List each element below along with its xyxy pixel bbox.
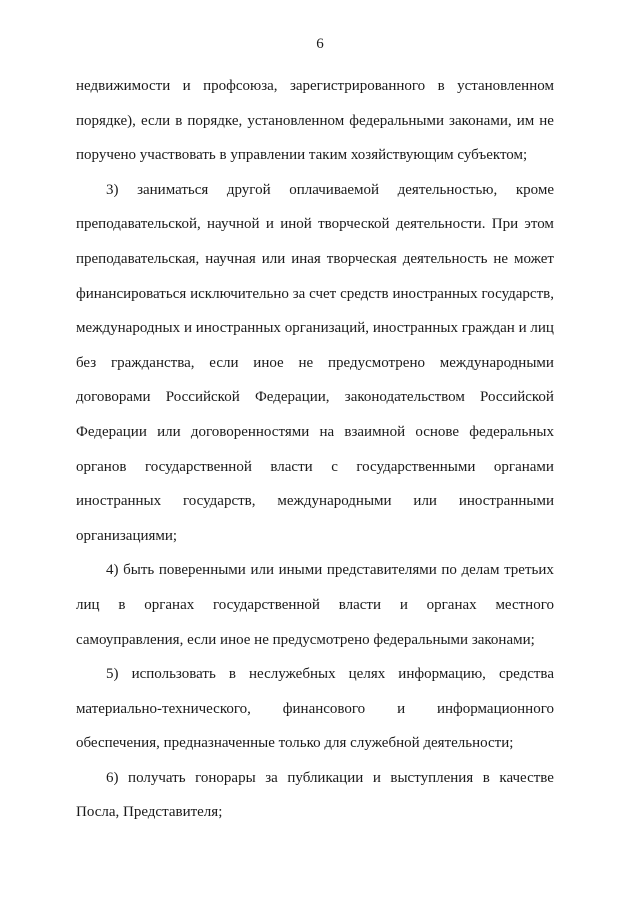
word: представителями (326, 562, 437, 579)
word: в (175, 112, 183, 129)
word: по (441, 562, 457, 579)
word: установленном (247, 112, 345, 129)
word: организаций, (284, 320, 370, 337)
word: профсоюза, (203, 78, 278, 94)
word: федеральными (349, 112, 444, 129)
word: иностранных (372, 320, 458, 337)
word: деятельностью, (397, 181, 498, 198)
text-line (76, 277, 554, 312)
word: кроме (515, 181, 554, 198)
word: иностранных (195, 320, 281, 337)
word: с (331, 458, 338, 475)
word: государственной (213, 596, 320, 613)
word: оплачиваемой (289, 181, 380, 198)
word: гражданства, (111, 354, 195, 371)
word: органами (493, 458, 554, 475)
word: и (399, 596, 408, 613)
word: информационного (437, 700, 554, 717)
word: поверенными (158, 562, 246, 579)
word: иными (278, 562, 323, 579)
word: иностранными (458, 493, 554, 510)
word: взаимной (344, 423, 406, 440)
word: творческая (326, 250, 397, 267)
word: Российской (165, 389, 240, 406)
text-line: поручено участвовать в управлении таким хозяйствующим субъектом; (76, 147, 528, 164)
word: Федерации (76, 423, 147, 440)
word: и (518, 320, 527, 337)
word: иностранных (76, 493, 162, 510)
text-line (76, 104, 554, 139)
word: предусмотрено (327, 354, 425, 371)
word: научная (205, 250, 256, 267)
word: местного (495, 596, 554, 613)
word: этом (524, 216, 554, 233)
word: не (539, 112, 554, 129)
word: Федерации, (254, 389, 330, 406)
word: 3) (106, 181, 119, 198)
word: и (265, 216, 274, 233)
word: финансового (282, 700, 366, 717)
word: или (261, 250, 286, 267)
text-line (76, 450, 554, 485)
word: деятельности. (395, 216, 486, 233)
word: государств, (183, 493, 256, 510)
word: не (493, 250, 509, 267)
text-line (76, 207, 554, 242)
word: на (319, 423, 335, 440)
word: неслужебных (249, 666, 336, 683)
word: государственными (356, 458, 476, 475)
text-line (76, 173, 554, 208)
word: за (265, 769, 278, 786)
word: органах (426, 596, 477, 613)
word: публикации (287, 769, 364, 786)
word: и (182, 78, 191, 94)
text-line (76, 692, 554, 727)
text-line (76, 415, 554, 450)
text-line (76, 311, 554, 346)
text-line (76, 69, 554, 104)
word: иное (253, 354, 284, 371)
word: деятельность (402, 250, 488, 267)
word: или (250, 562, 274, 579)
word: 5) (106, 666, 119, 683)
page-number: 6 (316, 36, 324, 52)
word: преподавательская, (76, 250, 200, 267)
word: иностранных (392, 285, 478, 302)
word: международными (277, 493, 392, 510)
word: недвижимости (76, 78, 171, 94)
word: порядке), (76, 112, 136, 129)
word: в (482, 769, 490, 786)
word: зарегистрированного (289, 78, 426, 94)
word: лиц (530, 320, 554, 337)
word: 6) (106, 769, 119, 786)
text-line (76, 657, 554, 692)
word: законодательством (344, 389, 465, 406)
word: федеральных (469, 423, 554, 440)
word: лиц (76, 596, 100, 613)
word: научной (207, 216, 260, 233)
word: органах (144, 596, 195, 613)
word: целях (348, 666, 386, 683)
word: договорами (76, 389, 151, 406)
word: иная (291, 250, 321, 267)
word: власти (270, 458, 313, 475)
word: средства (498, 666, 554, 683)
text-line (76, 484, 554, 519)
word: международных (76, 320, 181, 337)
word: без (76, 354, 97, 371)
word: преподавательской, (76, 216, 201, 233)
word: заниматься (137, 181, 209, 198)
word: третьих (504, 562, 554, 579)
word: власти (338, 596, 382, 613)
word: гонорары (195, 769, 256, 786)
word: законами, (449, 112, 512, 129)
text-line: Посла, Представителя; (76, 804, 223, 821)
word: международными (439, 354, 554, 371)
word: 4) (106, 562, 119, 579)
word: счет (309, 285, 337, 302)
word: качестве (499, 769, 554, 786)
text-line (76, 553, 554, 588)
word: им (516, 112, 535, 129)
word: установленном (457, 78, 554, 94)
word: делам (461, 562, 500, 579)
word: в (228, 666, 236, 683)
word: или (413, 493, 437, 510)
word: или (157, 423, 181, 440)
word: договоренностями (190, 423, 310, 440)
word: в (118, 596, 126, 613)
word: если (209, 354, 239, 371)
word: материально-технического, (76, 700, 251, 717)
text-line: организациями; (76, 527, 178, 544)
word: основе (415, 423, 460, 440)
word: получать (128, 769, 186, 786)
word: Российской (480, 389, 554, 406)
word: за (292, 285, 306, 302)
text-line (76, 242, 554, 277)
word: и (183, 320, 192, 337)
document-body (76, 69, 554, 830)
word: граждан (461, 320, 515, 337)
text-line: обеспечения, предназначенные только для служебной деятельности; (76, 735, 514, 752)
text-line (76, 346, 554, 381)
word: порядке, (187, 112, 243, 129)
word: и (372, 769, 381, 786)
word: использовать (131, 666, 216, 683)
word: не (298, 354, 314, 371)
word: и (397, 700, 406, 717)
word: средств (340, 285, 389, 302)
text-line (76, 380, 554, 415)
word: выступления (390, 769, 474, 786)
text-line: самоуправления, если иное не предусмотрено федеральными законами; (76, 631, 535, 648)
word: другой (226, 181, 271, 198)
word: финансироваться (76, 285, 187, 302)
word: быть (123, 562, 155, 579)
text-line (76, 588, 554, 623)
word: При (491, 216, 519, 233)
word: информацию, (398, 666, 486, 683)
word: государств, (481, 285, 554, 302)
word: иной (280, 216, 312, 233)
word: органов (76, 458, 127, 475)
word: может (513, 250, 554, 267)
word: государственной (144, 458, 252, 475)
word: в (437, 78, 445, 94)
word: если (140, 112, 171, 129)
word: творческой (318, 216, 390, 233)
text-line (76, 761, 554, 796)
word: исключительно (190, 285, 289, 302)
